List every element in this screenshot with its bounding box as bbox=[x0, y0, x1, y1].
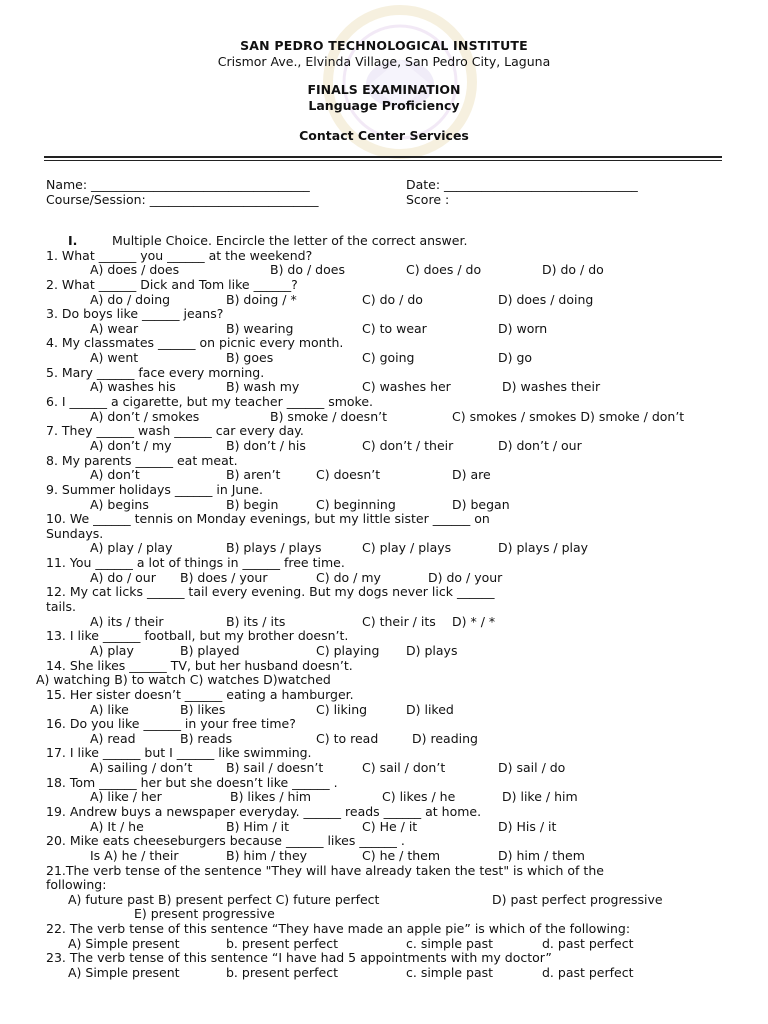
answer-options-line bbox=[46, 351, 746, 366]
question-line bbox=[46, 585, 746, 600]
score-field: Score : bbox=[406, 192, 450, 207]
answer-option: b. present perfect bbox=[226, 965, 338, 981]
answer-option: B) wearing bbox=[226, 320, 294, 336]
answer-option: C) do / my bbox=[316, 569, 381, 585]
question-text: 13. I like ______ football, but my brother doesn’t. bbox=[46, 628, 349, 644]
question-text: 4. My classmates ______ on picnic every month. bbox=[46, 335, 344, 351]
answer-option: B) plays / plays bbox=[226, 540, 322, 556]
question-line bbox=[36, 672, 746, 688]
answer-option: B) aren’t bbox=[226, 467, 281, 483]
answer-option: B) sail / doesn’t bbox=[226, 760, 324, 776]
question-text: 10. We ______ tennis on Monday evenings, but my little sister ______ on bbox=[46, 511, 490, 527]
answer-options-line bbox=[46, 937, 746, 952]
answer-options-line bbox=[46, 849, 746, 864]
answer-option: A) does / does bbox=[90, 262, 180, 278]
institution-address: Crismor Ave., Elvinda Village, San Pedro City, Laguna bbox=[217, 54, 551, 69]
answer-option: D) reading bbox=[412, 730, 478, 746]
question-text: Sundays. bbox=[46, 525, 104, 541]
question-text: 21.The verb tense of the sentence "They will have already taken the test" is which of the bbox=[46, 862, 604, 878]
question-line bbox=[46, 600, 746, 615]
answer-option: E) present progressive bbox=[134, 906, 275, 922]
answer-option: C) liking bbox=[316, 701, 368, 717]
question-line bbox=[46, 717, 746, 732]
answer-options-line bbox=[46, 571, 746, 586]
answer-option: A) Simple present bbox=[68, 935, 180, 951]
answer-option: A) do / our bbox=[90, 569, 156, 585]
answer-option: D) past perfect progressive bbox=[492, 891, 663, 907]
answer-option: C) beginning bbox=[316, 496, 396, 512]
answer-option: d. past perfect bbox=[542, 935, 634, 951]
subject-title: Language Proficiency bbox=[308, 98, 460, 113]
answer-option: B) reads bbox=[180, 730, 233, 746]
question-line bbox=[46, 336, 746, 351]
answer-option: c. simple past bbox=[406, 935, 494, 951]
answer-option: D) washes their bbox=[502, 379, 601, 395]
section-instruction: Multiple Choice. Encircle the letter of the correct answer. bbox=[112, 233, 468, 248]
answer-option: B) wash my bbox=[226, 379, 300, 395]
answer-option: C) washes her bbox=[362, 379, 451, 395]
question-line bbox=[46, 878, 746, 893]
question-text: 6. I ______ a cigarette, but my teacher ______ smoke. bbox=[46, 394, 373, 410]
answer-options-line bbox=[46, 907, 746, 922]
answer-options-line bbox=[46, 263, 746, 278]
answer-option: B) does / your bbox=[180, 569, 268, 585]
answer-option: A) do / doing bbox=[90, 291, 171, 307]
answer-options-line bbox=[46, 644, 746, 659]
question-text: 8. My parents ______ eat meat. bbox=[46, 452, 238, 468]
question-text: 12. My cat licks ______ tail every evening. But my dogs never lick ______ bbox=[46, 584, 495, 600]
question-line bbox=[46, 556, 746, 571]
answer-option: A) play / play bbox=[90, 540, 173, 556]
question-text: 2. What ______ Dick and Tom like ______? bbox=[46, 276, 298, 292]
question-text: 7. They ______ wash ______ car every day. bbox=[46, 423, 304, 439]
institution-name: SAN PEDRO TECHNOLOGICAL INSTITUTE bbox=[240, 38, 528, 53]
answer-option: B) likes bbox=[180, 701, 226, 717]
answer-option: D) began bbox=[452, 496, 510, 512]
answer-option: C) their / its bbox=[362, 613, 436, 629]
answer-option: A) Simple present bbox=[68, 965, 180, 981]
answer-option: A) wear bbox=[90, 320, 139, 336]
answer-option: D) him / them bbox=[498, 847, 585, 863]
answer-option: A) play bbox=[90, 642, 134, 658]
question-line bbox=[46, 834, 746, 849]
student-info bbox=[46, 177, 726, 207]
answer-option: B) him / they bbox=[226, 847, 308, 863]
answer-option: C) to read bbox=[316, 730, 379, 746]
answer-option: A) future past B) present perfect C) future perfect bbox=[68, 891, 380, 907]
answer-option: C) playing bbox=[316, 642, 380, 658]
section-heading bbox=[46, 234, 746, 249]
answer-option: B) its / its bbox=[226, 613, 286, 629]
answer-option: b. present perfect bbox=[226, 935, 338, 951]
question-text: following: bbox=[46, 877, 107, 893]
answer-options-line bbox=[46, 439, 746, 454]
question-text: 5. Mary ______ face every morning. bbox=[46, 364, 265, 380]
question-text: 1. What ______ you ______ at the weekend? bbox=[46, 247, 313, 263]
answer-option: D) liked bbox=[406, 701, 454, 717]
answer-option: A) like bbox=[90, 701, 129, 717]
question-text: 16. Do you like ______ in your free time? bbox=[46, 716, 296, 732]
course-field: Course/Session: ___________________________ bbox=[46, 192, 319, 207]
question-line bbox=[46, 395, 746, 410]
answer-option: D) do / your bbox=[428, 569, 503, 585]
header-divider-thick bbox=[44, 156, 722, 158]
answer-option: B) smoke / doesn’t bbox=[270, 408, 387, 424]
answer-option: A) sailing / don’t bbox=[90, 760, 193, 776]
answer-option: D) go bbox=[498, 350, 533, 366]
answer-option: B) Him / it bbox=[226, 818, 290, 834]
question-text: 18. Tom ______ her but she doesn’t like ______ . bbox=[46, 774, 338, 790]
answer-option: B) likes / him bbox=[230, 789, 312, 805]
answer-options-line bbox=[46, 966, 746, 981]
question-text: 9. Summer holidays ______ in June. bbox=[46, 481, 263, 497]
question-text: tails. bbox=[46, 599, 76, 615]
question-text: 3. Do boys like ______ jeans? bbox=[46, 306, 224, 322]
answer-option: C) he / them bbox=[362, 847, 441, 863]
answer-option: A) don’t / my bbox=[90, 437, 172, 453]
answer-option: D) don’t / our bbox=[498, 437, 582, 453]
header-divider-thin bbox=[44, 160, 722, 161]
answer-option: B) doing / * bbox=[226, 291, 297, 307]
questions bbox=[36, 233, 746, 981]
answer-option: A) went bbox=[90, 350, 139, 366]
question-line bbox=[46, 864, 746, 879]
answer-option: A) washes his bbox=[90, 379, 176, 395]
answer-options-line bbox=[46, 410, 746, 425]
answer-options-line bbox=[46, 703, 746, 718]
answer-option: A) begins bbox=[90, 496, 149, 512]
question-text: 20. Mike eats cheeseburgers because ______ likes ______ . bbox=[46, 833, 405, 849]
question-text: 22. The verb tense of this sentence “They have made an apple pie” is which of the following: bbox=[46, 921, 631, 937]
answer-option: A) It / he bbox=[90, 818, 144, 834]
answer-option: C) likes / he bbox=[382, 789, 456, 805]
question-line bbox=[46, 951, 746, 966]
answer-option: D) plays / play bbox=[498, 540, 589, 556]
question-text: 17. I like ______ but I ______ like swimming. bbox=[46, 745, 312, 761]
answer-option: D) sail / do bbox=[498, 760, 566, 776]
answer-option: B) goes bbox=[226, 350, 274, 366]
answer-option: C) smokes / smokes D) smoke / don’t bbox=[452, 408, 685, 424]
question-text: 23. The verb tense of this sentence “I have had 5 appointments with my doctor” bbox=[46, 950, 552, 966]
answer-option: D) plays bbox=[406, 642, 458, 658]
question-text: 14. She likes ______ TV, but her husband doesn’t. bbox=[46, 657, 353, 673]
question-line bbox=[46, 512, 746, 527]
answer-option: B) don’t / his bbox=[226, 437, 306, 453]
question-line bbox=[46, 483, 746, 498]
answer-option: C) don’t / their bbox=[362, 437, 454, 453]
question-line bbox=[46, 922, 746, 937]
answer-options-line bbox=[46, 761, 746, 776]
answer-option: C) He / it bbox=[362, 818, 418, 834]
question-line bbox=[46, 659, 746, 674]
answer-option: B) begin bbox=[226, 496, 279, 512]
question-line bbox=[46, 249, 746, 264]
answer-option: Is A) he / their bbox=[90, 847, 179, 863]
question-line bbox=[46, 366, 746, 381]
question-text: 19. Andrew buys a newspaper everyday. ______ reads ______ at home. bbox=[46, 803, 482, 819]
answer-options-line bbox=[46, 468, 746, 483]
answer-option: A) its / their bbox=[90, 613, 164, 629]
exam-header bbox=[0, 38, 768, 144]
answer-options-line bbox=[46, 820, 746, 835]
question-line bbox=[46, 805, 746, 820]
answer-option: A) read bbox=[90, 730, 136, 746]
answer-options-line bbox=[46, 293, 746, 308]
question-line bbox=[46, 746, 746, 761]
answer-option: d. past perfect bbox=[542, 965, 634, 981]
answer-option: C) does / do bbox=[406, 262, 482, 278]
answer-option: D) worn bbox=[498, 320, 548, 336]
section-numeral: I. bbox=[68, 233, 78, 248]
program-title: Contact Center Services bbox=[299, 128, 469, 143]
question-line bbox=[46, 688, 746, 703]
answer-options-line bbox=[46, 893, 746, 908]
answer-option: C) to wear bbox=[362, 320, 427, 336]
answer-options-line bbox=[46, 498, 746, 513]
question-line bbox=[46, 527, 746, 542]
answer-options-line bbox=[46, 380, 746, 395]
question-line bbox=[46, 454, 746, 469]
answer-option: C) play / plays bbox=[362, 540, 452, 556]
question-line bbox=[46, 629, 746, 644]
answer-options-line bbox=[46, 541, 746, 556]
answer-option: D) do / do bbox=[542, 262, 604, 278]
answer-options-line bbox=[46, 322, 746, 337]
answer-option: C) going bbox=[362, 350, 415, 366]
question-line bbox=[46, 776, 746, 791]
answer-option: A) don’t / smokes bbox=[90, 408, 200, 424]
answer-options-line bbox=[46, 615, 746, 630]
exam-title: FINALS EXAMINATION bbox=[307, 82, 461, 97]
answer-option: C) do / do bbox=[362, 291, 423, 307]
question-text: 11. You ______ a lot of things in ______ free time. bbox=[46, 555, 345, 571]
question-text: A) watching B) to watch C) watches D)watched bbox=[36, 672, 331, 688]
answer-option: c. simple past bbox=[406, 965, 494, 981]
answer-options-line bbox=[46, 790, 746, 805]
answer-option: D) * / * bbox=[452, 613, 496, 629]
question-line bbox=[46, 307, 746, 322]
answer-option: C) sail / don’t bbox=[362, 760, 446, 776]
answer-option: D) does / doing bbox=[498, 291, 594, 307]
answer-option: D) like / him bbox=[502, 789, 578, 805]
answer-option: B) do / does bbox=[270, 262, 345, 278]
answer-option: D) are bbox=[452, 467, 491, 483]
answer-option: B) played bbox=[180, 642, 240, 658]
question-line bbox=[46, 278, 746, 293]
name-field: Name: ___________________________________ bbox=[46, 177, 310, 192]
answer-option: A) like / her bbox=[90, 789, 162, 805]
answer-options-line bbox=[46, 732, 746, 747]
date-field: Date: _______________________________ bbox=[406, 177, 638, 192]
question-text: 15. Her sister doesn’t ______ eating a hamburger. bbox=[46, 686, 354, 702]
answer-option: C) doesn’t bbox=[316, 467, 381, 483]
question-line bbox=[46, 424, 746, 439]
answer-option: D) His / it bbox=[498, 818, 557, 834]
answer-option: A) don’t bbox=[90, 467, 140, 483]
